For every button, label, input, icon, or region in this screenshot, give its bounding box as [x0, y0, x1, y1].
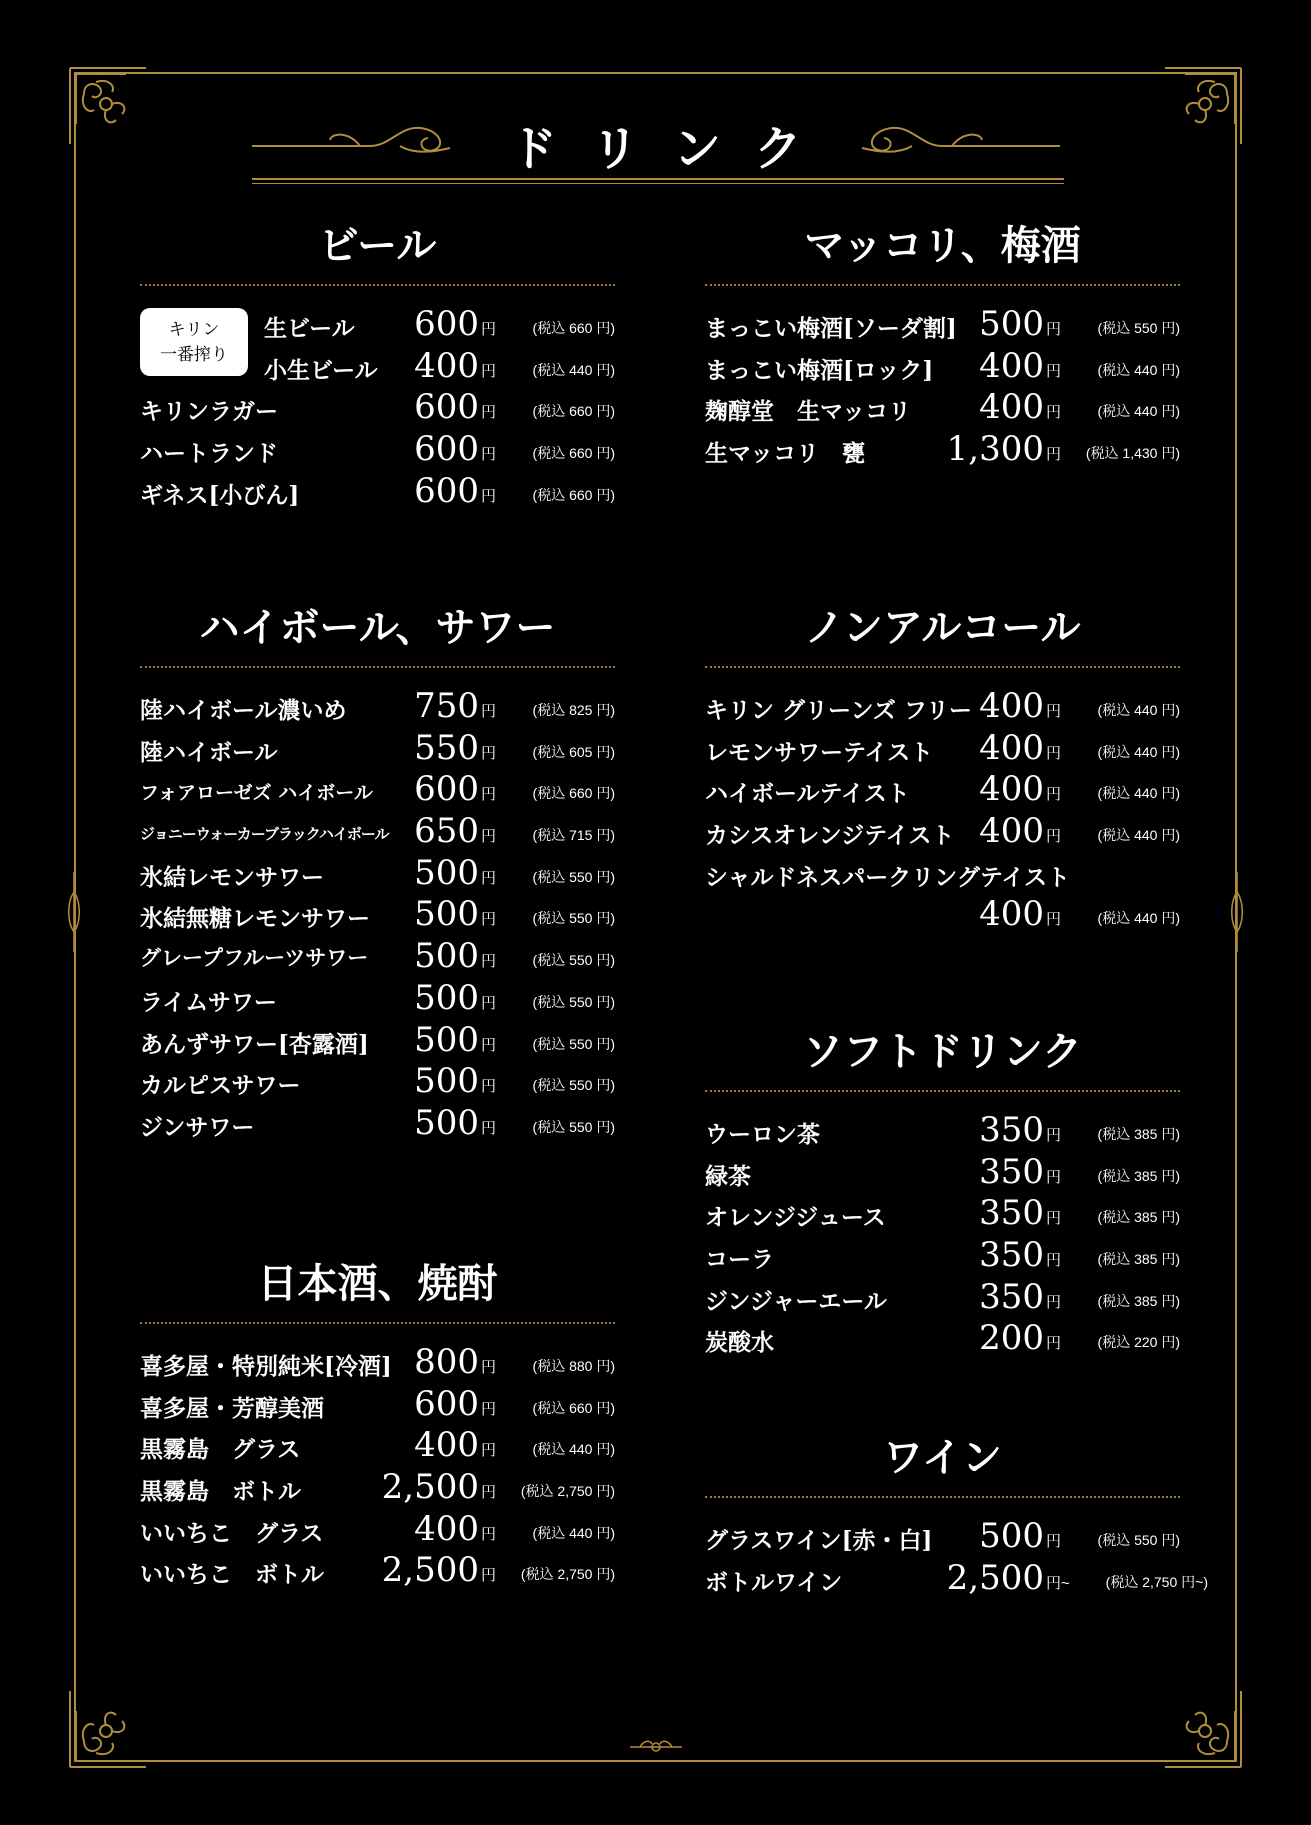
section-divider — [140, 1322, 615, 1324]
section-divider — [140, 284, 615, 286]
item-price: 400 — [979, 894, 1044, 935]
section-title: 日本酒、焼酎 — [257, 1260, 498, 1307]
item-price: 500 — [414, 852, 479, 893]
item-name: キリン グリーンズ フリー — [705, 697, 972, 724]
item-name: 炭酸水 — [705, 1329, 774, 1357]
menu-item — [705, 769, 1180, 815]
item-name: ギネス[小びん] — [140, 481, 300, 509]
menu-item — [705, 345, 1180, 392]
section-beer — [140, 218, 615, 516]
item-price: 400 — [979, 727, 1044, 768]
item-price: 2,500 — [381, 1550, 479, 1591]
menu-item — [705, 429, 1180, 475]
item-name: キリンラガー — [140, 398, 278, 426]
item-yen: 円 — [481, 404, 497, 422]
item-name: レモンサワーテイスト — [705, 738, 934, 766]
item-price: 350 — [979, 1193, 1044, 1234]
item-price: 600 — [414, 429, 479, 470]
menu-item — [140, 852, 615, 899]
corner-ornament-icon — [66, 1687, 150, 1771]
bottom-ornament-icon — [630, 1738, 682, 1756]
item-price: 500 — [979, 304, 1044, 344]
section-wine — [705, 1430, 1208, 1603]
item-yen: 円 — [1046, 1293, 1062, 1311]
item-price: 400 — [979, 811, 1044, 852]
item-tax: (税込 550 円) — [532, 1035, 615, 1052]
item-tax: (税込 550 円) — [1097, 1532, 1180, 1548]
item-price: 800 — [414, 1342, 479, 1382]
item-tax: (税込 440 円) — [1097, 403, 1180, 420]
menu-item — [140, 977, 615, 1024]
item-tax: (税込 385 円) — [1097, 1126, 1180, 1142]
item-tax: (税込 220 円) — [1097, 1334, 1180, 1351]
section-title: ソフトドリンク — [802, 1028, 1083, 1075]
item-name: 黒霧島 グラス — [140, 1436, 301, 1464]
item-tax: (税込 440 円) — [1097, 702, 1180, 718]
item-yen: 円 — [1046, 1168, 1062, 1186]
item-name: ハイボールテイスト — [705, 780, 910, 808]
item-tax: (税込 385 円) — [1097, 1209, 1180, 1226]
item-tax: (税込 440 円) — [532, 1524, 615, 1541]
page-header — [0, 96, 1311, 196]
item-tax: (税込 2,750 円) — [520, 1566, 615, 1583]
section-title: ノンアルコール — [804, 604, 1081, 651]
item-name: まっこい梅酒[ソーダ割] — [705, 315, 957, 342]
item-tax: (税込 385 円) — [1097, 1167, 1180, 1184]
menu-item — [705, 1516, 1180, 1562]
item-tax: (税込 660 円) — [532, 445, 615, 462]
item-price: 500 — [414, 894, 479, 935]
item-yen: 円~ — [1046, 1574, 1070, 1592]
menu-item — [140, 1019, 615, 1066]
menu-item — [140, 1342, 615, 1388]
item-price: 600 — [414, 470, 479, 511]
item-yen: 円 — [481, 786, 497, 804]
section-soft-drinks — [705, 1024, 1180, 1364]
item-yen: 円 — [481, 446, 497, 464]
item-yen: 円 — [1046, 1252, 1062, 1270]
item-yen: 円 — [1046, 362, 1062, 380]
item-price: 550 — [414, 727, 479, 768]
menu-item — [140, 1102, 615, 1149]
corner-ornament-icon — [1161, 1687, 1245, 1771]
item-price: 2,500 — [381, 1467, 479, 1508]
item-tax: (税込 550 円) — [532, 1118, 615, 1135]
item-yen: 円 — [481, 1525, 497, 1543]
item-name: ウーロン茶 — [705, 1121, 820, 1148]
item-price: 500 — [414, 1102, 479, 1143]
section-title: ワイン — [883, 1434, 1002, 1481]
item-name: いいちこ ボトル — [140, 1561, 324, 1589]
section-non-alcohol — [705, 600, 1180, 940]
menu-item — [140, 894, 615, 940]
item-price: 2,500 — [946, 1557, 1044, 1598]
item-yen: 円 — [1046, 911, 1062, 929]
item-yen: 円 — [481, 703, 497, 720]
item-name: オレンジジュース — [705, 1204, 886, 1232]
menu-item — [140, 936, 615, 982]
item-yen: 円 — [481, 1119, 497, 1137]
badge-line: キリン — [168, 320, 220, 339]
item-tax: (税込 660 円) — [532, 403, 615, 420]
item-name: カシスオレンジテイスト — [705, 822, 955, 850]
item-price: 400 — [414, 1508, 479, 1549]
item-tax: (税込 880 円) — [532, 1358, 615, 1374]
item-name: まっこい梅酒[ロック] — [705, 356, 934, 384]
item-yen: 円 — [481, 744, 497, 762]
item-name: 氷結無糖レモンサワー — [140, 905, 370, 933]
section-divider — [140, 666, 615, 668]
item-name: あんずサワー[杏露酒] — [140, 1030, 369, 1058]
item-yen: 円 — [1046, 828, 1062, 846]
item-price: 350 — [979, 1235, 1044, 1276]
page-title: ドリンク — [508, 121, 837, 177]
menu-item — [705, 894, 1180, 940]
item-tax: (税込 440 円) — [532, 1441, 615, 1458]
item-price: 350 — [979, 1276, 1044, 1317]
menu-item — [705, 857, 1180, 899]
item-tax: (税込 2,750 円) — [520, 1483, 615, 1500]
menu-item — [140, 470, 615, 517]
item-price: 400 — [414, 1425, 479, 1466]
menu-item — [140, 1383, 615, 1430]
item-yen: 円 — [481, 1359, 497, 1376]
item-price: 600 — [414, 387, 479, 428]
item-yen: 円 — [1046, 446, 1062, 464]
item-name: ジョニーウォーカーブラックハイボール — [140, 825, 389, 844]
section-divider — [705, 666, 1180, 668]
item-yen: 円 — [481, 1036, 497, 1054]
item-yen: 円 — [481, 953, 497, 971]
item-price: 350 — [979, 1151, 1044, 1192]
item-tax: (税込 605 円) — [532, 743, 615, 760]
item-yen: 円 — [481, 321, 497, 338]
menu-item — [140, 1467, 615, 1513]
item-yen: 円 — [1046, 321, 1062, 338]
item-tax: (税込 550 円) — [532, 993, 615, 1010]
menu-item — [705, 1318, 1180, 1364]
section-makgeolli-umeshu — [705, 218, 1180, 475]
menu-item — [140, 1550, 615, 1596]
item-tax: (税込 385 円) — [1097, 1292, 1180, 1309]
menu-item — [705, 811, 1180, 857]
item-tax: (税込 440 円) — [532, 361, 615, 378]
item-tax: (税込 660 円) — [532, 785, 615, 802]
side-ornament-icon — [1230, 872, 1244, 952]
menu-item — [140, 304, 615, 350]
header-rule — [252, 178, 1064, 184]
item-yen: 円 — [1046, 786, 1062, 804]
item-name: 陸ハイボール — [140, 738, 278, 766]
menu-item — [140, 387, 615, 433]
menu-item — [705, 1557, 1208, 1604]
menu-item — [705, 686, 1180, 732]
section-title: ビール — [318, 222, 437, 269]
item-tax: (税込 550 円) — [532, 910, 615, 927]
item-price: 400 — [979, 345, 1044, 386]
item-name: 緑茶 — [705, 1162, 751, 1190]
item-yen: 円 — [1046, 1533, 1062, 1550]
item-yen: 円 — [481, 994, 497, 1012]
item-name: 喜多屋・芳醇美酒 — [140, 1394, 324, 1422]
item-price: 400 — [979, 686, 1044, 726]
menu-item — [140, 1061, 615, 1107]
item-yen: 円 — [1046, 1127, 1062, 1144]
item-tax: (税込 660 円) — [532, 486, 615, 503]
menu-item — [140, 429, 615, 475]
item-tax: (税込 660 円) — [532, 320, 615, 336]
section-title: マッコリ、梅酒 — [804, 222, 1081, 269]
menu-item — [140, 686, 615, 732]
item-yen: 円 — [481, 487, 497, 505]
item-name: 陸ハイボール濃いめ — [140, 697, 347, 724]
item-name: ライムサワー — [140, 988, 277, 1016]
item-tax: (税込 715 円) — [532, 827, 615, 844]
section-divider — [705, 1496, 1180, 1498]
menu-item — [705, 1276, 1180, 1323]
item-tax: (税込 2,750 円~) — [1105, 1573, 1208, 1590]
section-sake-shochu — [140, 1256, 615, 1596]
item-yen: 円 — [481, 1484, 497, 1502]
menu-item — [140, 811, 615, 857]
item-tax: (税込 1,430 円) — [1085, 445, 1180, 462]
item-price: 500 — [414, 936, 479, 977]
item-yen: 円 — [481, 1400, 497, 1418]
item-tax: (税込 825 円) — [532, 702, 615, 718]
menu-item — [140, 727, 615, 774]
menu-item — [140, 769, 615, 815]
item-price: 200 — [979, 1318, 1044, 1359]
item-tax: (税込 385 円) — [1097, 1251, 1180, 1268]
section-divider — [705, 1090, 1180, 1092]
item-price: 350 — [979, 1110, 1044, 1150]
item-yen: 円 — [1046, 404, 1062, 422]
item-yen: 円 — [481, 362, 497, 380]
item-price: 600 — [414, 1383, 479, 1424]
item-name: グラスワイン[赤・白] — [705, 1527, 933, 1554]
item-price: 400 — [979, 387, 1044, 428]
item-name: 氷結レモンサワー — [140, 863, 324, 891]
item-tax: (税込 550 円) — [532, 952, 615, 969]
side-ornament-icon — [67, 872, 81, 952]
item-name: コーラ — [705, 1246, 774, 1274]
badge-line: 一番搾り — [160, 345, 228, 364]
item-tax: (税込 440 円) — [1097, 361, 1180, 378]
menu-item — [705, 1235, 1180, 1281]
item-price: 1,300 — [946, 429, 1044, 470]
item-yen: 円 — [481, 828, 497, 846]
item-name: フォアローゼズ ハイボール — [140, 782, 373, 805]
menu-item — [140, 345, 615, 392]
item-price: 650 — [414, 811, 479, 852]
item-price: 500 — [414, 977, 479, 1018]
item-yen: 円 — [481, 1078, 497, 1096]
item-yen: 円 — [1046, 703, 1062, 720]
item-yen: 円 — [481, 1442, 497, 1460]
item-name: 麹醇堂 生マッコリ — [705, 398, 912, 426]
item-name: ボトルワイン — [705, 1568, 843, 1596]
item-price: 500 — [979, 1516, 1044, 1556]
menu-item — [140, 1508, 615, 1555]
item-tax: (税込 440 円) — [1097, 910, 1180, 927]
item-yen: 円 — [481, 869, 497, 887]
section-highball-sour — [140, 600, 615, 1149]
item-name: ジンジャーエール — [705, 1287, 887, 1315]
menu-item — [705, 1193, 1180, 1239]
item-name: 生マッコリ 甕 — [705, 440, 866, 468]
item-price: 500 — [414, 1061, 479, 1102]
item-yen: 円 — [481, 911, 497, 929]
item-yen: 円 — [1046, 744, 1062, 762]
item-name: 喜多屋・特別純米[冷酒] — [140, 1353, 392, 1380]
menu-item — [705, 1151, 1180, 1198]
item-tax: (税込 550 円) — [532, 868, 615, 885]
item-name: カルピスサワー — [140, 1072, 301, 1100]
item-tax: (税込 440 円) — [1097, 743, 1180, 760]
item-tax: (税込 550 円) — [1097, 320, 1180, 336]
item-tax: (税込 660 円) — [532, 1399, 615, 1416]
item-name: シャルドネスパークリングテイスト — [705, 863, 1071, 891]
menu-item — [705, 304, 1180, 350]
item-name: グレープフルーツサワー — [140, 945, 369, 971]
item-name: 小生ビール — [264, 356, 378, 384]
item-price: 750 — [414, 686, 479, 726]
section-title: ハイボール、サワー — [199, 604, 556, 651]
title-swirl-icon — [852, 118, 1062, 158]
item-yen: 円 — [1046, 1335, 1062, 1353]
item-price: 400 — [414, 345, 479, 386]
menu-item — [705, 387, 1180, 433]
item-name: ジンサワー — [140, 1113, 255, 1141]
item-yen: 円 — [1046, 1210, 1062, 1228]
section-divider — [705, 284, 1180, 286]
item-name: ハートランド — [140, 440, 278, 468]
item-price: 600 — [414, 304, 479, 344]
item-price: 600 — [414, 769, 479, 810]
menu-item — [705, 1110, 1180, 1156]
item-tax: (税込 440 円) — [1097, 785, 1180, 802]
item-name: いいちこ グラス — [140, 1519, 324, 1547]
item-price: 500 — [414, 1019, 479, 1060]
item-price: 400 — [979, 769, 1044, 810]
menu-item — [140, 1425, 615, 1471]
item-tax: (税込 550 円) — [532, 1077, 615, 1094]
item-yen: 円 — [481, 1567, 497, 1585]
item-name: 生ビール — [264, 315, 355, 342]
menu-item — [705, 727, 1180, 774]
item-name: 黒霧島 ボトル — [140, 1478, 301, 1506]
item-tax: (税込 440 円) — [1097, 827, 1180, 844]
